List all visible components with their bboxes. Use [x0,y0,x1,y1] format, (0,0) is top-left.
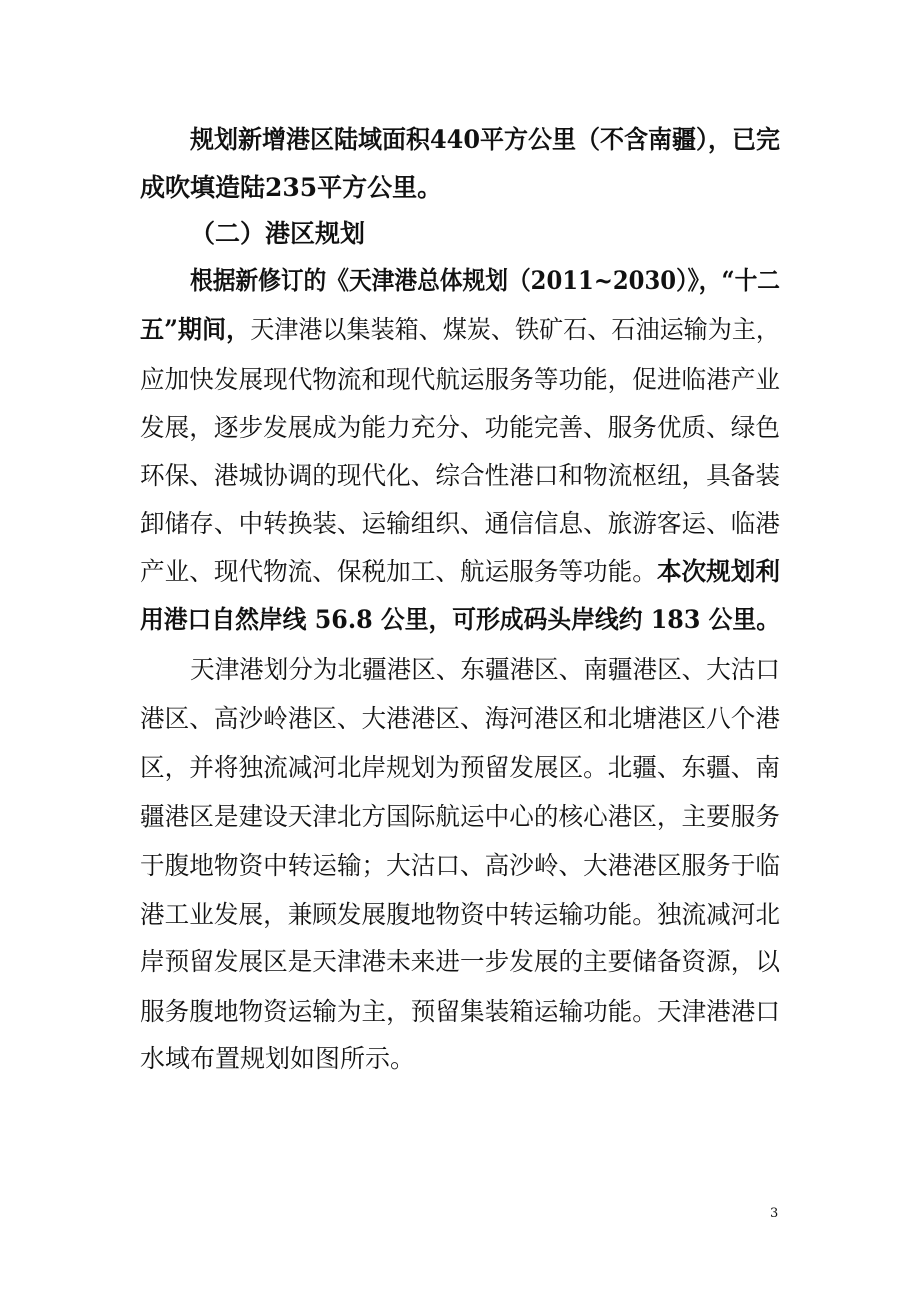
text-line [140,314,804,346]
text-segment: 水域布置规划如图所示。 [140,1044,416,1073]
text-segment: 发展，逐步发展成为能力充分、功能完善、服务优质、绿色 [140,413,780,442]
text-line [190,265,840,297]
text-line [140,364,790,396]
page-number: 3 [770,1206,779,1221]
text-segment: 应加快发展现代物流和现代航运服务等功能，促进临港产业 [140,365,780,394]
text-segment: 疆港区是建设天津北方国际航运中心的核心港区，主要服务 [140,802,780,831]
text-segment: 根据新修订的《天津港总体规划（2011~2030）》，“十二 [190,266,780,295]
text-segment: 港区、高沙岭港区、大港港区、海河港区和北塘港区八个港 [140,704,780,733]
text-line [140,801,790,833]
text-segment: 天津港以集装箱、煤炭、铁矿石、石油运输为主， [250,315,780,344]
text-segment: 区，并将独流减河北岸规划为预留发展区。北疆、东疆、南 [140,753,780,782]
text-line [140,946,790,978]
text-segment: 本次规划利 [656,557,780,586]
text-segment: 于腹地物资中转运输；大沽口、高沙岭、大港港区服务于临 [140,851,780,880]
text-segment: 服务腹地物资运输为主，预留集装箱运输功能。天津港港口 [140,997,780,1026]
text-segment: 环保、港城协调的现代化、综合性港口和物流枢纽，具备装 [140,461,780,490]
text-line [140,703,790,735]
text-line [140,1043,415,1075]
text-line [190,124,805,156]
text-line [190,218,365,250]
text-line [140,508,790,540]
text-line [140,172,442,204]
text-segment: 岸预留发展区是天津港未来进一步发展的主要储备资源，以 [140,947,780,976]
text-segment: 成吹填造陆235平方公里。 [140,173,443,202]
text-line [140,460,790,492]
text-segment: 五”期间， [140,315,251,344]
text-segment: 产业、现代物流、保税加工、航运服务等功能。 [140,557,657,586]
text-segment: 卸储存、中转换装、运输组织、通信信息、旅游客运、临港 [140,509,780,538]
text-segment: 天津港划分为北疆港区、东疆港区、南疆港区、大沽口 [190,655,780,684]
text-line [140,412,790,444]
text-line [140,556,790,588]
text-line [140,752,790,784]
text-line [140,996,790,1028]
text-segment: 规划新增港区陆域面积440平方公里（不含南疆），已完 [190,125,780,154]
text-line [140,850,790,882]
text-line [140,899,790,931]
text-segment: （二）港区规划 [190,219,366,248]
text-line [190,654,790,686]
text-line [140,604,813,636]
text-segment: 港工业发展，兼顾发展腹地物资中转运输功能。独流减河北 [140,900,780,929]
text-segment: 用港口自然岸线 56.8 公里，可形成码头岸线约 183 公里。 [140,605,780,634]
